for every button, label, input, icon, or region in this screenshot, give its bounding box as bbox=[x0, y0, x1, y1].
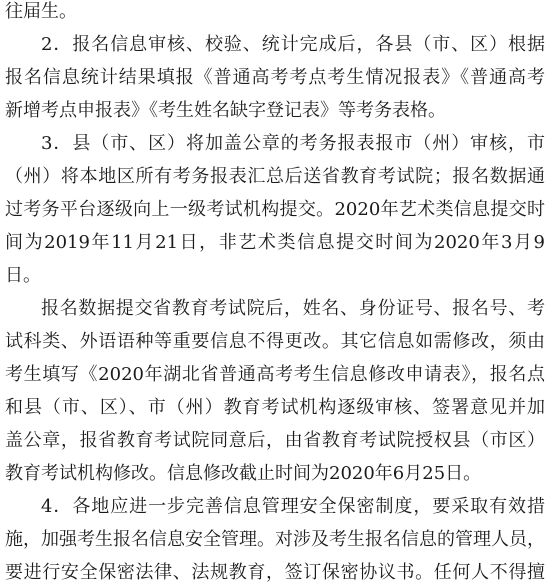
text-line: 试科类、外语语种等重要信息不得更改。其它信息如需修改，须由 bbox=[5, 331, 545, 352]
text-line: 3．县（市、区）将加盖公章的考务报表报市（州）审核，市 bbox=[41, 133, 545, 154]
text-line: 新增考点申报表》《考生姓名缺字登记表》等考务表格。 bbox=[5, 100, 446, 121]
text-line: （州）将本地区所有考务报表汇总后送省教育考试院；报名数据通 bbox=[5, 166, 545, 187]
text-line: 报名信息统计结果填报《普通高考考点考生情况报表》《普通高考 bbox=[5, 67, 545, 88]
text-line: 日。 bbox=[5, 265, 41, 286]
text-line: 报名数据提交省教育考试院后，姓名、身份证号、报名号、考 bbox=[41, 298, 545, 319]
text-line: 往届生。 bbox=[5, 1, 77, 22]
text-line: 4．各地应进一步完善信息管理安全保密制度，要采取有效措 bbox=[41, 496, 545, 517]
text-line: 过考务平台逐级向上一级考试机构提交。2020年艺术类信息提交时 bbox=[5, 199, 545, 220]
text-line: 间为2019年11月21日，非艺术类信息提交时间为2020年3月9 bbox=[5, 232, 545, 253]
text-line: 和县（市、区）、市（州）教育考试机构逐级审核、签署意见并加 bbox=[5, 397, 545, 418]
text-line: 施，加强考生报名信息安全管理。对涉及考生报名信息的管理人员， bbox=[5, 529, 545, 550]
text-line: 2．报名信息审核、校验、统计完成后，各县（市、区）根据 bbox=[41, 34, 545, 55]
text-line: 要进行安全保密法律、法规教育，签订保密协议书。任何人不得擅 bbox=[5, 562, 545, 583]
text-line: 盖公章，报省教育考试院同意后，由省教育考试院授权县（市区） bbox=[5, 430, 545, 451]
text-line: 教育考试机构修改。信息修改截止时间为2020年6月25日。 bbox=[5, 463, 482, 484]
text-line: 考生填写《2020年湖北省普通高考考生信息修改申请表》，报名点 bbox=[5, 364, 545, 385]
